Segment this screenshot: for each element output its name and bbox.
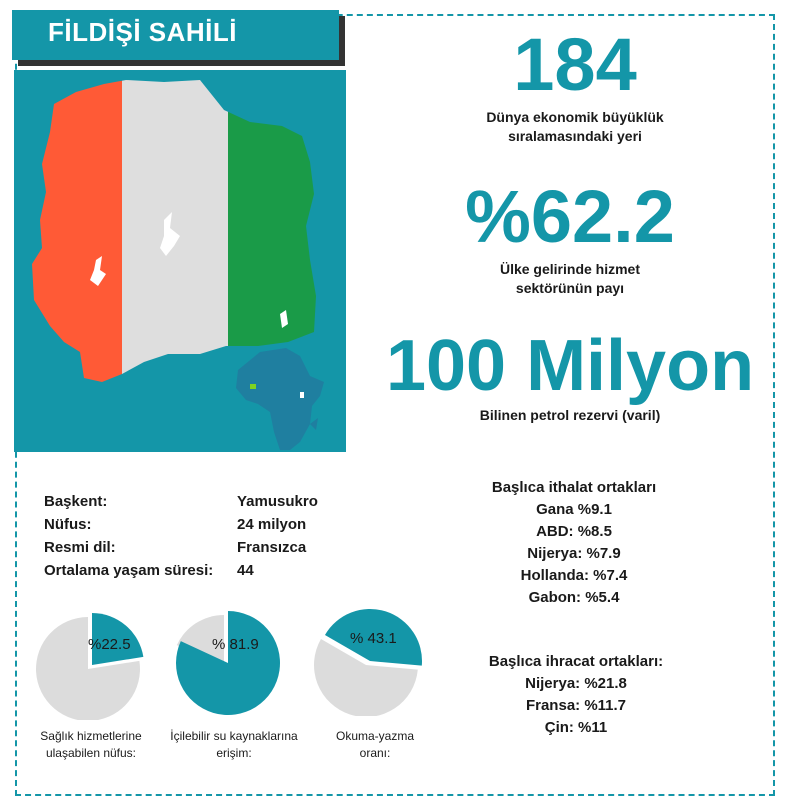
export-partners [456,651,696,739]
pie-caption-line: İçilebilir su kaynaklarına [170,729,298,743]
pie-caption-line: Okuma-yazma [335,729,415,743]
fact-label: Ortalama yaşam süresi: [44,562,214,579]
fact-row [44,513,344,536]
import-partners [454,477,694,609]
fact-value: Yamusukro [237,493,318,510]
pie-percent-label: % 81.9 [212,636,259,653]
pie-caption-line: Sağlık hizmetlerine [40,729,142,743]
list-item: Fransa: %11.7 [525,697,627,714]
stat-ranking [470,23,680,146]
fact-row [44,559,344,582]
pie-caption-line: oranı: [359,746,391,760]
pie-chart [168,608,288,718]
fact-label: Nüfus: [44,516,92,533]
list-item: Gabon: %5.4 [528,589,620,606]
fact-value: 44 [237,562,254,579]
stat-label: sektörünün payı [515,280,625,296]
stat-label: Bilinen petrol rezervi (varil) [479,407,661,423]
pie-percent-label: %22.5 [88,636,131,653]
pie-chart [310,606,430,716]
fact-row [44,536,344,559]
pie-health-access [32,610,152,760]
export-partners-heading: Başlıca ihracat ortakları: [488,653,664,670]
fact-row [44,490,344,513]
list-item: Hollanda: %7.4 [520,567,628,584]
pie-caption-line: erişim: [216,746,252,760]
fact-label: Başkent: [44,493,108,510]
stat-label: sıralamasındaki yeri [508,128,642,144]
fact-label: Resmi dil: [44,539,116,556]
lake-shape [300,392,304,398]
list-item: Nijerya: %21.8 [525,675,627,692]
fact-value: 24 milyon [237,516,307,533]
list-item: Gana %9.1 [536,501,612,518]
pie-caption [300,728,450,762]
pie-chart [32,610,152,720]
pie-literacy [310,606,430,760]
stat-label: Dünya ekonomik büyüklük [486,109,664,125]
stat-label: Ülke gelirinde hizmet [499,261,641,277]
page-title: FİLDİŞİ SAHİLİ [48,17,237,47]
fact-value: Fransızca [237,539,307,556]
pie-caption [16,728,166,762]
list-item: Çin: %11 [544,719,608,736]
stat-value: 100 Milyon [385,326,755,406]
stat-services-share [440,175,700,298]
country-facts [44,490,344,582]
map-panel [14,70,346,452]
pie-percent-label: % 43.1 [350,630,397,647]
pie-caption [154,728,314,762]
list-item: Nijerya: %7.9 [527,545,621,562]
country-marker [250,384,256,389]
pie-caption-line: ulaşabilen nüfus: [45,746,137,760]
stat-value: 184 [513,23,637,106]
list-item: ABD: %8.5 [536,523,612,540]
pie-water-access [168,608,298,760]
import-partners-heading: Başlıca ithalat ortakları [491,479,657,496]
stat-oil-reserves [360,326,780,425]
stat-value: %62.2 [465,175,675,258]
